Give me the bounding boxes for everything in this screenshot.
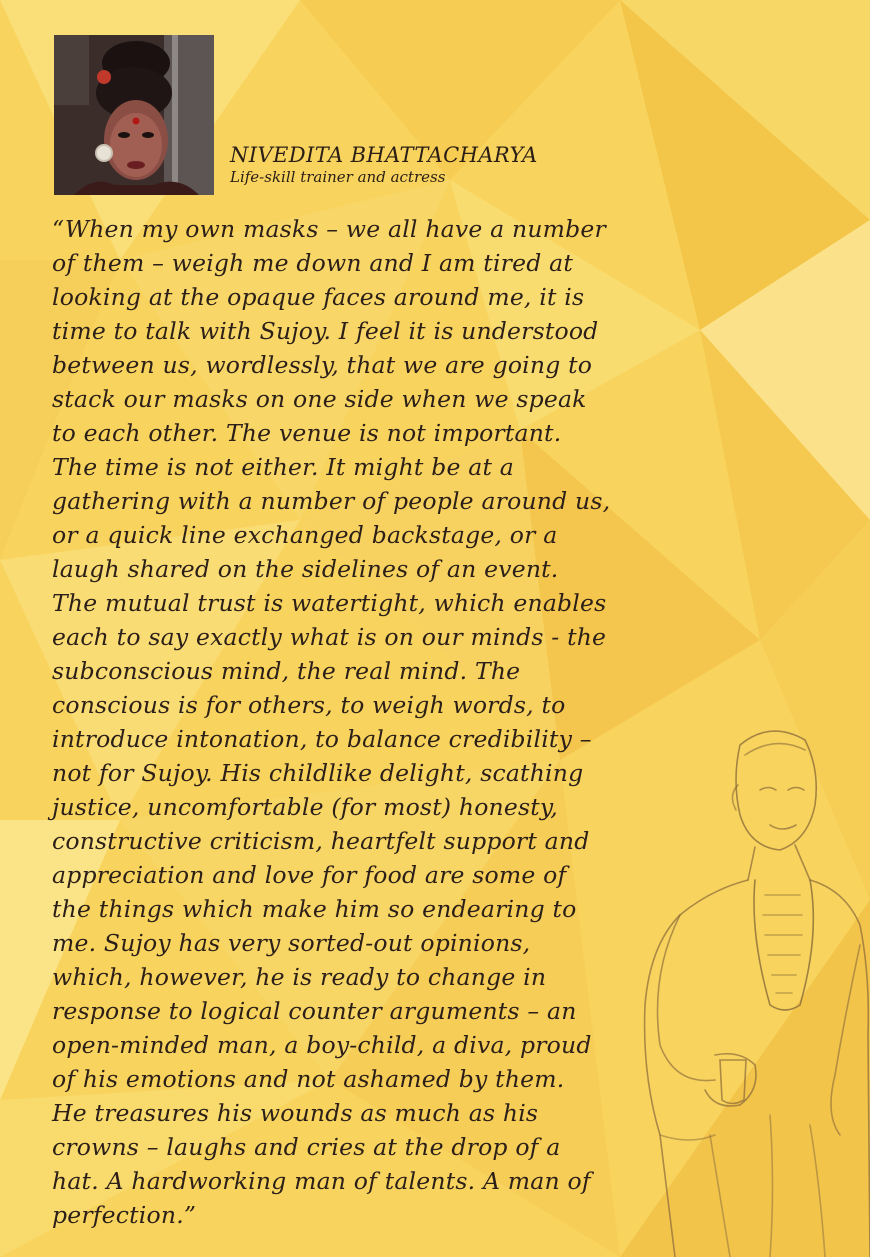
quote-line: hat. A hardworking man of talents. A man of — [52, 1167, 591, 1195]
quote-line: subconscious mind, the real mind. The — [52, 657, 521, 685]
quote-line: constructive criticism, heartfelt support and — [52, 827, 590, 855]
quote-line: open-minded man, a boy-child, a diva, proud — [52, 1031, 592, 1059]
portrait-photo-icon — [54, 35, 214, 195]
quote-line: to each other. The venue is not important. — [52, 419, 562, 447]
quote-line: The mutual trust is watertight, which enables — [52, 589, 607, 617]
quote-line: He treasures his wounds as much as his — [52, 1099, 539, 1127]
quote-line: between us, wordlessly, that we are going to — [52, 351, 593, 379]
quote-line: “When my own masks – we all have a number — [52, 215, 606, 243]
man-sketch-icon — [620, 715, 870, 1257]
quote-line: time to talk with Sujoy. I feel it is understood — [52, 317, 599, 345]
quote-line: not for Sujoy. His childlike delight, scathing — [52, 759, 584, 787]
quote-line: appreciation and love for food are some of — [52, 861, 567, 889]
quote-line: stack our masks on one side when we speak — [52, 385, 587, 413]
quote-line: laugh shared on the sidelines of an event. — [52, 555, 559, 583]
quote-line: of them – weigh me down and I am tired at — [52, 249, 573, 277]
quote-line: introduce intonation, to balance credibility – — [52, 725, 592, 753]
quote-line: looking at the opaque faces around me, it is — [52, 283, 585, 311]
quote-line: gathering with a number of people around us, — [52, 487, 611, 515]
author-portrait — [54, 35, 214, 195]
quote-line: or a quick line exchanged backstage, or a — [52, 521, 558, 549]
quote-line: justice, uncomfortable (for most) honesty, — [52, 793, 558, 821]
quote-line: The time is not either. It might be at a — [52, 453, 514, 481]
author-caption — [230, 143, 538, 187]
author-role: Life-skill trainer and actress — [230, 168, 446, 186]
quote-line: me. Sujoy has very sorted-out opinions, — [52, 929, 531, 957]
quote-line: perfection.” — [52, 1201, 197, 1229]
quote-line: which, however, he is ready to change in — [52, 963, 547, 991]
quote-line: conscious is for others, to weigh words, to — [52, 691, 566, 719]
quote-line: crowns – laughs and cries at the drop of a — [52, 1133, 561, 1161]
quote-line: of his emotions and not ashamed by them. — [52, 1065, 565, 1093]
quote-line: response to logical counter arguments – an — [52, 997, 577, 1025]
man-sketch-illustration — [620, 715, 870, 1257]
quote-line: the things which make him so endearing to — [52, 895, 577, 923]
quote-line: each to say exactly what is on our minds - the — [52, 623, 607, 651]
author-name: NIVEDITA BHATTACHARYA — [230, 143, 538, 167]
quote-body — [52, 212, 652, 1232]
